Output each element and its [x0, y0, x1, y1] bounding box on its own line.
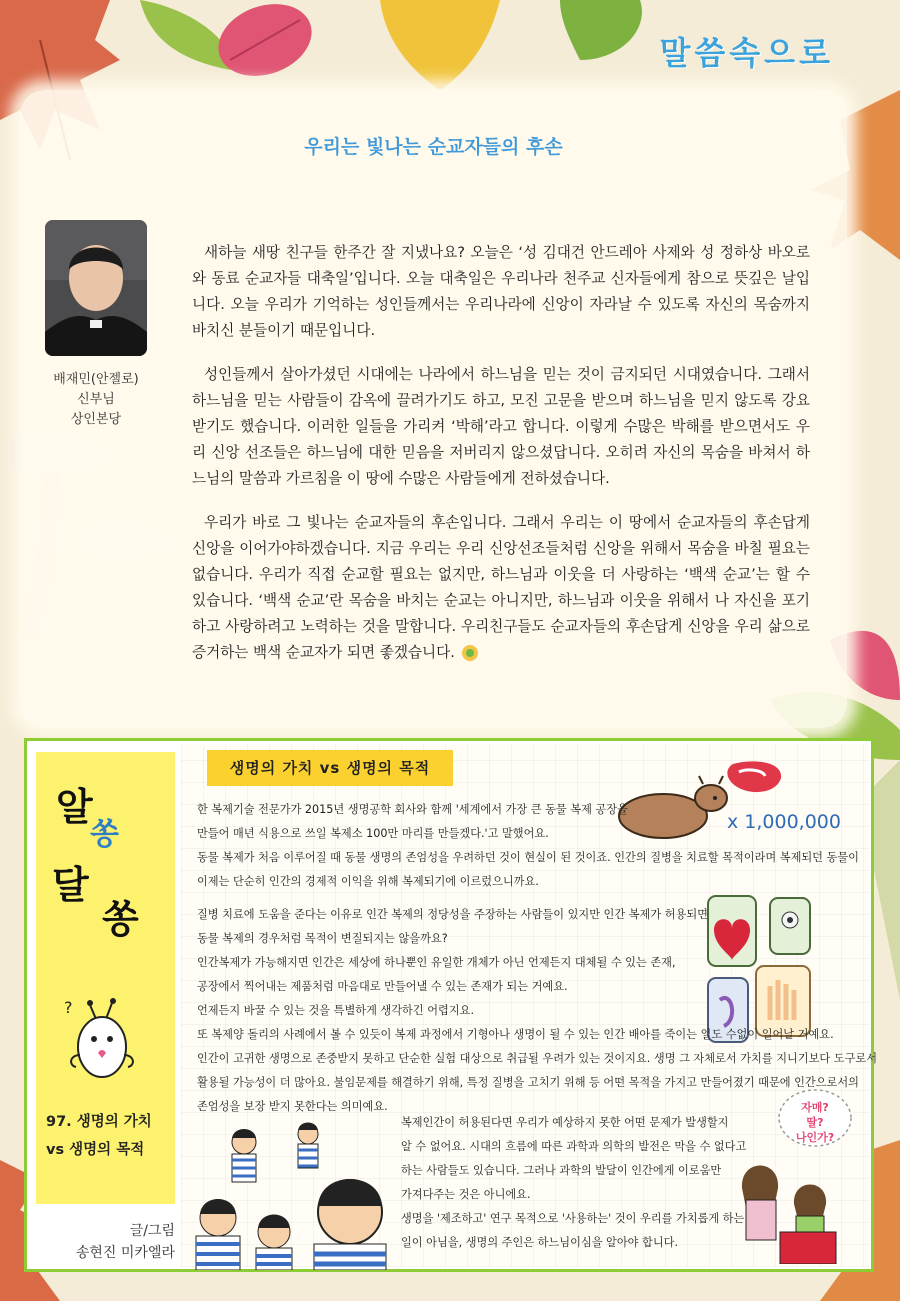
- comic-text-line: 동물 복제가 처음 이루어질 때 동물 생명의 존엄성을 우려하던 것이 현실이 된 것이죠. 인간의 질병을 치료할 목적이라며 복제되던 동물이: [197, 851, 859, 864]
- bubble-line: 딸?: [806, 1116, 824, 1129]
- magazine-logo-icon: [459, 644, 481, 662]
- bubble-line: 나인가?: [795, 1131, 835, 1144]
- series-title: [50, 785, 170, 968]
- comic-text-line: 질병 치료에 도움을 준다는 이유로 인간 복제의 정당성을 주장하는 사람들이 있지만 인간 복제가 허용되면: [197, 908, 708, 921]
- alien-mascot-icon: [60, 995, 140, 1085]
- article-paragraph: 새하늘 새땅 친구들 한주간 잘 지냈나요? 오늘은 ‘성 김대건 안드레아 사제와 성 정하상 바오로와 동료 순교자들 대축일’입니다. 오늘 대축일은 우리나라 천주교 신자들에게 참으로 뜻깊은 날입니다. 오늘 우리가 기억하는 성인들께서는 우리나라에 신앙이 자라날 수 있도록 자신의 목숨까지 바치신 분들이기 때문입니다.: [192, 244, 810, 339]
- comic-text-line: 가져다주는 것은 아니에요.: [401, 1188, 531, 1201]
- author-photo: [45, 220, 147, 356]
- author-parish: 상인본당: [70, 412, 122, 427]
- credit-label: 글/그림: [129, 1223, 175, 1239]
- comic-text-line: 동물 복제의 경우처럼 목적이 변질되지는 않을까요?: [197, 932, 448, 945]
- credit-author: 송현진 미카엘라: [75, 1245, 175, 1261]
- episode-title: [46, 1108, 172, 1164]
- author-role: 신부님: [77, 392, 115, 407]
- comic-credit: [36, 1220, 175, 1264]
- girls-with-gift-illustration: [730, 1158, 850, 1264]
- article-title: 우리는 빛나는 순교자들의 후손: [304, 136, 563, 158]
- comic-text-line: 인간복제가 가능해지면 인간은 세상에 하나뿐인 유일한 개체가 아닌 언제든지 대체될 수 있는 존재,: [197, 956, 676, 969]
- comic-text-line: 하는 사람들도 있습니다. 그러나 과학의 발달이 인간에게 이로움만: [401, 1164, 722, 1177]
- comic-paragraph-1: [197, 798, 859, 894]
- comic-paragraph-3: [401, 1111, 746, 1255]
- comic-text-line: 복제인간이 허용된다면 우리가 예상하지 못한 어떤 문제가 발생할지: [401, 1116, 729, 1129]
- bubble-line: 자매?: [801, 1101, 829, 1114]
- comic-text-line: 언제든지 바꿀 수 있는 것을 특별하게 생각하긴 어렵지요.: [197, 1004, 475, 1017]
- comic-text-line: 알 수 없어요. 시대의 흐름에 따른 과학과 의학의 발전은 막을 수 없다고: [401, 1140, 747, 1153]
- comic-text-line: 활용될 가능성이 더 많아요. 불임문제를 해결하기 위해, 특정 질병을 고치기 위해 등 어떤 목적을 가지고 만들어졌기 때문에 인간으로서의: [197, 1076, 859, 1089]
- article-paragraph: 성인들께서 살아가셨던 시대에는 나라에서 하느님을 믿는 것이 금지되던 시대였습니다. 그래서 하느님을 믿는 사람들이 감옥에 끌려가기도 하고, 모진 고문을 받으며 하느님을 믿지 않도록 강요받기도 했습니다. 이러한 일들을 가리켜 ‘박해’라고 합니다. 이렇게 수많은 박해를 받으면서도 우리 신앙 선조들은 하느님에 대한 믿음을 저버리지 않으셨답니다. 오히려 자신의 목숨을 바쳐서 하느님의 말씀과 가르침을 이 땅에 수많은 사람들에게 전하셨습니다.: [192, 366, 810, 487]
- comic-text-line: 존엄성을 보장 받지 못한다는 의미예요.: [197, 1100, 388, 1113]
- article-body: [192, 240, 810, 684]
- section-title: 말씀속으로: [659, 34, 834, 72]
- article-paragraph-text: 우리가 바로 그 빛나는 순교자들의 후손입니다. 그래서 우리는 이 땅에서 순교자들의 후손답게 신앙을 이어가야하겠습니다. 지금 우리는 우리 신앙선조들처럼 신앙을 위해서 목숨을 바칠 필요는 없습니다. 우리가 직접 순교할 필요는 없지만, 하느님과 이웃을 더 사랑하는 ‘백색 순교’는 할 수 있습니다. ‘백색 순교’란 목숨을 바치는 순교는 아니지만, 하느님과 이웃을 위해서 나 자신을 포기하고 사랑하려고 노력하는 것을 말합니다. 우리친구들도 순교자들의 후손답게 신앙을 우리 삶으로 증거하는 백색 순교자가 되면 좋겠습니다.: [192, 514, 810, 661]
- episode-line: vs 생명의 목적: [46, 1142, 145, 1158]
- series-title-char: 쏭: [102, 897, 139, 941]
- comic-text-line: 인간이 고귀한 생명으로 존중받지 못하고 단순한 실험 대상으로 취급될 우려가 있는 것이지요. 생명 그 자체로서 가치를 지니기보다 도구로서: [197, 1052, 878, 1065]
- series-title-char: 쏭: [90, 817, 119, 852]
- svg-text:?: ?: [64, 998, 73, 1017]
- comic-text-line: 공장에서 찍어내는 제품처럼 마음대로 만들어낼 수 있는 존재가 되는 거예요.: [197, 980, 568, 993]
- comic-text-line: 이제는 단순히 인간의 경제적 이익을 위해 복제되기에 이르렀으니까요.: [197, 875, 539, 888]
- author-name: 배재민(안젤로): [53, 372, 139, 387]
- episode-line: 97. 생명의 가치: [46, 1114, 152, 1130]
- comic-paragraph-2: [197, 903, 877, 1119]
- comic-text-line: 일이 아님을, 생명의 주인은 하느님이심을 알아야 합니다.: [401, 1236, 679, 1249]
- thought-bubble-text: [783, 1100, 847, 1145]
- comic-text-line: 한 복제기술 전문가가 2015년 생명공학 회사와 함께 '세계에서 가장 큰 동물 복제 공장을: [197, 803, 628, 816]
- comic-text-line: 만들어 매년 식용으로 쓰일 복제소 100만 마리를 만들겠다.'고 말했어요.: [197, 827, 549, 840]
- author-byline: [40, 370, 152, 430]
- article-paragraph: [192, 510, 810, 666]
- comic-text-line: 또 복제양 돌리의 사례에서 볼 수 있듯이 복제 과정에서 기형아나 생명이 될 수 있는 인간 배아를 죽이는 일도 수없이 일어날 거예요.: [197, 1028, 834, 1041]
- series-title-char: 달: [52, 863, 89, 907]
- series-title-char: 알: [56, 785, 93, 829]
- clone-count-label: x 1,000,000: [727, 811, 841, 833]
- comic-subtitle: 생명의 가치 vs 생명의 목적: [207, 750, 453, 786]
- comic-text-line: 생명을 '제조하고' 연구 목적으로 '사용하는' 것이 우리를 가치롭게 하는: [401, 1212, 745, 1225]
- cloned-children-illustration: [190, 1120, 395, 1270]
